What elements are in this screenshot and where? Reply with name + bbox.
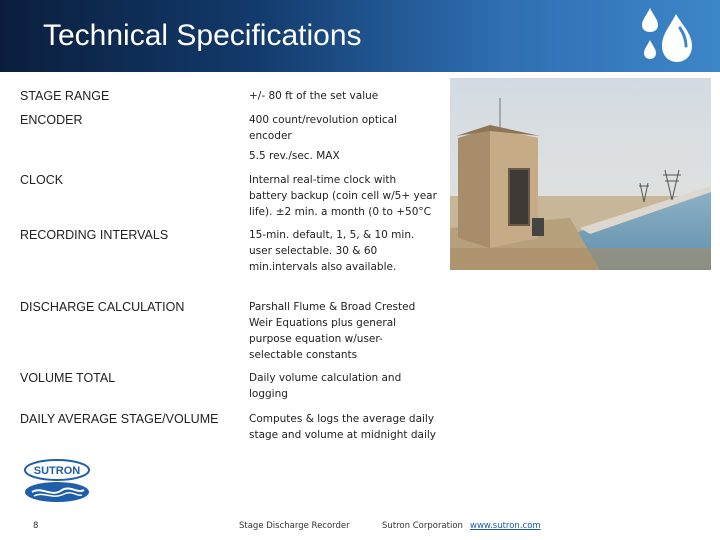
spec-value-volume-total	[249, 370, 449, 402]
spec-label-daily-average: DAILY AVERAGE STAGE/VOLUME	[20, 412, 219, 426]
spec-line: purpose equation w/user-	[249, 333, 383, 345]
spec-line: Internal real-time clock with	[249, 174, 397, 186]
spec-value-encoder	[249, 112, 449, 164]
spec-label-volume-total: VOLUME TOTAL	[20, 371, 116, 385]
spec-value-clock	[249, 172, 449, 220]
spec-label-stage-range: STAGE RANGE	[20, 89, 110, 103]
spec-line: Weir Equations plus general	[249, 317, 397, 329]
footer-page-number: 8	[33, 521, 39, 531]
footer-company: Sutron Corporation	[382, 521, 463, 531]
spec-line: Daily volume calculation and	[249, 372, 402, 384]
spec-value-discharge-calculation	[249, 299, 449, 363]
spec-line: user selectable. 30 & 60	[249, 245, 378, 257]
spec-label-encoder: ENCODER	[20, 113, 83, 127]
spec-label-clock: CLOCK	[20, 173, 64, 187]
page-title: Technical Specifications	[43, 19, 362, 52]
spec-line: Computes & logs the average daily	[249, 413, 435, 425]
spec-label-recording-intervals: RECORDING INTERVALS	[20, 228, 169, 242]
spec-line: min.intervals also available.	[249, 261, 397, 273]
spec-value-stage-range	[249, 88, 449, 104]
footer-product: Stage Discharge Recorder	[239, 521, 350, 531]
spec-label-discharge-calculation: DISCHARGE CALCULATION	[20, 300, 185, 314]
logo-text: SUTRON	[33, 465, 81, 477]
spec-value-recording-intervals	[249, 227, 449, 275]
spec-line: encoder	[249, 130, 292, 142]
spec-line: +/- 80 ft of the set value	[249, 90, 379, 102]
spec-line: selectable constants	[249, 349, 358, 361]
spec-value-daily-average	[249, 411, 449, 443]
header-banner	[0, 0, 720, 72]
spec-line: Parshall Flume & Broad Crested	[249, 301, 416, 313]
spec-line: life). ±2 min. a month (0 to +50°C	[249, 206, 431, 218]
footer-website-link[interactable]: www.sutron.com	[470, 521, 541, 531]
spec-line: stage and volume at midnight daily	[249, 429, 437, 441]
equipment-shelter-photo	[450, 78, 711, 270]
sutron-logo	[22, 458, 92, 504]
spec-line: 15-min. default, 1, 5, & 10 min.	[249, 229, 415, 241]
spec-line: 5.5 rev./sec. MAX	[249, 150, 340, 162]
spec-line: logging	[249, 388, 288, 400]
water-drops-icon	[636, 4, 696, 68]
spec-line: 400 count/revolution optical	[249, 114, 397, 126]
spec-line: battery backup (coin cell w/5+ year	[249, 190, 437, 202]
